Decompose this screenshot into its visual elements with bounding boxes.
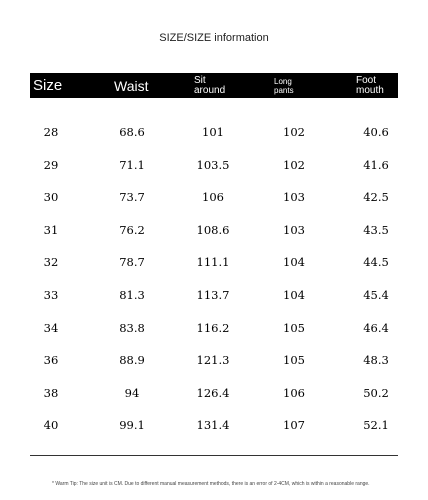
foot-mouth-cell: 52.1 <box>363 418 389 433</box>
long-pants-cell: 105 <box>283 353 305 368</box>
header-long-line2: pants <box>274 85 294 95</box>
sit-around-cell: 126.4 <box>196 385 230 400</box>
table-row <box>0 215 428 247</box>
table-row <box>0 182 428 214</box>
waist-cell: 78.7 <box>119 255 145 270</box>
foot-mouth-cell: 44.5 <box>363 255 389 270</box>
long-pants-cell: 107 <box>283 418 305 433</box>
table-row <box>0 313 428 345</box>
sit-around-cell: 101 <box>202 125 224 139</box>
table-row <box>0 410 428 442</box>
header-long-pants <box>274 73 294 98</box>
foot-mouth-cell: 41.6 <box>363 157 389 172</box>
sit-around-cell: 113.7 <box>196 288 230 302</box>
size-cell: 29 <box>43 157 59 172</box>
foot-mouth-cell: 43.5 <box>363 222 389 237</box>
header-long-line1: Long <box>274 76 292 86</box>
size-cell: 40 <box>43 418 59 433</box>
sit-around-cell: 121.3 <box>196 353 230 368</box>
waist-cell: 73.7 <box>119 190 145 205</box>
waist-cell: 68.6 <box>119 125 145 139</box>
long-pants-cell: 105 <box>283 320 305 335</box>
long-pants-cell: 103 <box>283 190 305 205</box>
foot-mouth-cell: 42.5 <box>363 190 389 205</box>
table-row <box>0 117 428 149</box>
waist-cell: 88.9 <box>119 353 145 368</box>
header-foot-line1: Foot <box>356 74 377 86</box>
table-row <box>0 280 428 312</box>
long-pants-cell: 106 <box>283 385 305 400</box>
waist-cell: 81.3 <box>119 288 145 302</box>
table-row <box>0 150 428 182</box>
sit-around-cell: 116.2 <box>196 320 230 335</box>
size-cell: 31 <box>43 222 59 237</box>
long-pants-cell: 102 <box>283 157 305 172</box>
waist-cell: 71.1 <box>119 157 145 172</box>
foot-mouth-cell: 40.6 <box>363 125 389 139</box>
header-sit-line2: around <box>194 84 226 96</box>
table-row <box>0 247 428 279</box>
header-sit-around <box>194 73 225 98</box>
table-header <box>30 73 398 98</box>
page-title: SIZE/SIZE information <box>159 32 269 44</box>
waist-cell: 94 <box>124 385 140 400</box>
sit-around-cell: 108.6 <box>196 222 230 237</box>
header-foot-mouth <box>356 73 384 98</box>
header-sit-line1: Sit <box>194 74 206 86</box>
size-cell: 32 <box>43 255 59 270</box>
header-size-label: Size <box>33 77 63 94</box>
table-row <box>0 378 428 410</box>
header-waist-label: Waist <box>114 77 149 94</box>
waist-cell: 99.1 <box>119 418 145 433</box>
long-pants-cell: 104 <box>283 255 305 270</box>
sit-around-cell: 131.4 <box>196 418 230 433</box>
foot-mouth-cell: 45.4 <box>363 288 389 302</box>
warm-tip-note: * Warm Tip: The size unit is CM. Due to different manual measurement methods, there is an error of 2-4CM, which is within a reasonable range. <box>52 481 370 487</box>
long-pants-cell: 102 <box>283 125 305 139</box>
sit-around-cell: 106 <box>202 190 224 205</box>
header-waist <box>114 73 148 98</box>
foot-mouth-cell: 50.2 <box>363 385 389 400</box>
sit-around-cell: 111.1 <box>196 255 230 270</box>
header-size <box>33 73 62 98</box>
foot-mouth-cell: 46.4 <box>363 320 389 335</box>
size-cell: 33 <box>43 288 59 302</box>
size-cell: 30 <box>43 190 59 205</box>
size-cell: 36 <box>43 353 59 368</box>
long-pants-cell: 103 <box>283 222 305 237</box>
header-foot-line2: mouth <box>356 84 384 96</box>
table-row <box>0 345 428 377</box>
sit-around-cell: 103.5 <box>196 157 230 172</box>
size-cell: 34 <box>43 320 59 335</box>
foot-mouth-cell: 48.3 <box>363 353 389 368</box>
waist-cell: 76.2 <box>119 222 145 237</box>
waist-cell: 83.8 <box>119 320 145 335</box>
size-cell: 28 <box>43 125 59 139</box>
size-cell: 38 <box>43 385 59 400</box>
divider <box>30 455 398 456</box>
long-pants-cell: 104 <box>283 288 305 302</box>
